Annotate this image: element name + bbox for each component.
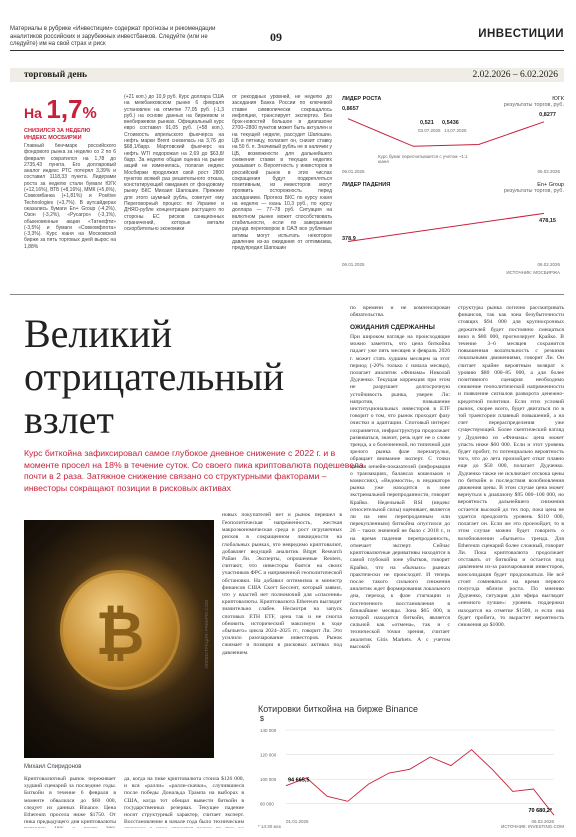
btc-price-line [286, 750, 554, 816]
article-lead: Курс биткойна зафиксировал самое глубокое дневное снижение с 2022 г. и в моменте просел на 18% в течение суток. Со своего пика криптовалюта подешевела почти в 2 раза. Затяжное снижение связано со структурными факторами – инвесторы сокращают позиции в рисковых активах [24, 448, 364, 493]
fall-start-value: 378,9 [342, 236, 356, 242]
btc-chart-svg [258, 724, 564, 832]
fall-x-start: 06.01.2025 [342, 262, 365, 267]
article-text-col-c-top: по времени и не компенсирован обязательства. [350, 305, 450, 319]
trading-day-label: торговый день [24, 70, 88, 80]
fall-leader-company: En+ Group результаты торгов, руб. [503, 182, 564, 194]
growth-mid-value-2: 0,5436 [442, 120, 459, 126]
btc-source: ИСТОЧНИК: INVESTING.COM [501, 824, 564, 829]
index-change-figure: На 1,7% [24, 94, 97, 124]
growth-x-end: 06.02.2026 [537, 169, 560, 174]
btc-axis-symbol: $ [260, 716, 264, 723]
fall-leader-title: ЛИДЕР ПАДЕНИЯ [342, 182, 391, 188]
fall-leader-svg [338, 180, 564, 284]
growth-mid-value-1: 0,521 [420, 120, 434, 126]
growth-mid-date-2: 14.07.2025 [444, 128, 467, 133]
article-title: Великий отрицательный взлет [24, 311, 285, 442]
article-text-col-a2: да, когда на пике криптовалюта стоила $126 000, и вся «ралли» «ралли-скачки», случившиеся после победы Дональда Трампа на выборах в США, когда тот обещал вывести биткойн в государственных резервах. Текущее падение носит структурный характер, считает эксперт. Восстановление в начале года было техническим [124, 776, 244, 826]
btc-y-tick: 140 000 [260, 728, 277, 733]
fall-end-value: 478,15 [539, 218, 556, 224]
growth-leader-svg [338, 92, 564, 177]
btc-y-tick: 100 000 [260, 777, 277, 783]
subheading-expectations: ОЖИДАНИЯ СДЕРЖАННЫ [350, 324, 435, 331]
growth-leader-chart [338, 92, 564, 177]
article-author: Михаил Спиридонов [24, 764, 82, 770]
section-divider [10, 294, 564, 295]
article-text-col-c: При широком взгляде на происходящие можно заметить, что цена биткойна падает уже пять месяцев и февраль 2026 г. может стать худшим месяцем за этот период (-20% только с начала месяца), полагает аналитик «Финама» Николай Дудченко. Текущая коррекция при этом не разрушает долгосрочную устойчивость рынка, уверен Ли: напротив, повышение институциональных инвесторов в ETF говорит о том, что рынок проходит фазу очистки и адаптации. Спотовый интерес сохраняется, инфраструктура продолжает развиваться, значит, речь идет не о слове тренда, а о болезненной, но типичной для зрелого рынка фазе перезагрузки, обращает внимание эксперт. С точки зрения ончейн-показателей (информация о транзакциях, балансах кошельков и комиссиях), «Ведомости», в индикаторе рынка уже находится в зоне экстремальной перепроданности, говорит Крайко. Недельный RSI (индекс относительной силы) оценивает, является ли на нем перепроданным или перекупленным) биткойна опустился до 26 – таких значений не было с 2018 г., и на время падения перепроданность, отмечает эксперт. Сейчас криптовалютные деривативы находятся в самой глубокой зоне убытков, говорит Крайко, что на «бычьих» рынках практически не происходит. И теперь после такого сильного снижения аналитик ждет формирования локального дна, переход к фазе стагнации и постепенного восстановления в ближайшие месяцы. Зона $65 000, в которой находится биткойн, является сильной как «отмена», так и с технической точки зрения, считает аналитик Gitis Markets. А с учетом высокой [350, 334, 450, 650]
fall-leader-chart [338, 180, 564, 284]
header-rule [10, 50, 564, 51]
trading-day-dates: 2.02.2026 – 6.02.2026 [472, 70, 558, 80]
article-text-col-b: Геополитическая напряженность, жесткая макроэкономическая среда и рост игрушечных рисков в сокращенном ликвидности на глобальных рынках, что невредимо криптовалют, добавляет ведущий аналитик Bitget Research Райан Ли. Эксперты, опрошенные Reuters, считают, что инвесторы боятся на своих участников ФРС и напряженной геополитической обстановки. На добавил оптимизма и министр финансов США Скотт Бессент, который заявил, что у властей нет полномочий для «спасения» криптовалюты. Криптовалюта Ethereum выглядит значительно слабее. Несмотря на запуск спотовых ETH ETF, цена так и не смогла обновить исторический максимум в ходе «бычьего» цикла 2024–2025 гг., говорит Ли. Это усилило разочарование инвесторов. Рынок сжимает и позиции в рисковых активах под давлением. [222, 520, 342, 656]
btc-x-end: 06.02.2026 [531, 819, 554, 824]
article-text-col-b-top: новых покупателей нет и рынок перешел в [222, 512, 342, 518]
growth-mid-date-1: 03.07.2025 [418, 128, 441, 133]
photo-credit: ИЛЛЮСТРАЦИЯ: FREEPIK.COM [204, 600, 209, 669]
btc-chart [258, 724, 564, 832]
btc-footnote: * 14:30 мск [258, 824, 281, 829]
index-headline: СНИЗИЛСЯ ЗА НЕДЕЛЮ ИНДЕКС МОСБИРЖИ [24, 128, 91, 141]
section-title: ИНВЕСТИЦИИ [478, 28, 564, 40]
fall-x-end: 06.02.2026 [537, 262, 560, 267]
article-text-col-d: структуры рынка логично рассматривать финансов, так как зона безубыточности стоящих $94 000 для крупносрочных держателей будет постоянно смещаться вниз в $80 000, прогнозирует Крайко. В течение 3–6 месяцев сохранится повышенная волатильность с резкими локальными движениями, говорит Ли. Он считает крайне вероятным возврат к уровню $80 000–85 000, а для более позитивного сценария необходимо снижение геополитической напряженности и появление сигналов разворота денежно-кредитной политики. Если этих условий рынок, скорее всего, будет двигаться по в той траектории плавный повышений, а на счет перераспределения уже существующей. Более скептический взгляд у Дудченко из «Финама»: цена может упасть ниже $60 000. Если и этот уровень будет пробит, то потенциально вероятность того, что до лета произойдет откат плавно еще до $50 000, полагает Дудченко. Дудченко также не исключает отскока цены по биткойн и последствия возобновления движения цены. В этом случае цена может вернуться к диапазону $95 000–100 000, но вероятность дальнейшего снижения остается высокой до тех пор, пока цена не удается преодолеть уровень $110 000, полагает он. Если же это произойдет, то в этом случае можно будет говорить о возобновлении «бычьего» тренда. Для Ethereum сценарий более сложный, говорит Ли. Пока криптовалюта продолжает отставать от биткойна и остается под давлением из-за разочарования инвесторов, консолидация будет продолжаться. Не всё стоит сомневаться на время первого полугода вблизи роста. По мнению Дудченко, ситуация для эфира выглядит «немного лучше»: уровень поддержки находится на отметке $1500, и если она будет пробита, то вырастет вероятность снижения до $1000. [458, 305, 564, 628]
btc-end-label: 70 680,2* [528, 808, 552, 815]
btc-chart-title: Котировки биткойна на бирже Binance [258, 704, 419, 714]
growth-start-value: 0,8657 [342, 106, 359, 112]
index-text-col2: (+21 коп.) до 10,9 руб. Курс доллара США на межбанковском рынке 6 февраля установлен на отметке 77,05 руб. (-1,3 руб.) на основе данных на биржевом и внебиржевом рынках. Официальный курс евро составил 91,05 руб. (+58 коп.). Стоимость апрельского фьючерса на нефть марки Brent снизилась на 3,76 до $68,1/барр. Мартовский фьючерс на нефть WTI подорожал на 2,69 до $63,8/барр. За неделю общая оценка на рынке акций не изменилась, полагая индекс Мосбиржи продолжил свой рост 2800 пунктов всякий раз решительного отказа, констатирующий ожидания от фондовому рынку БКС Михаил Шапошин. Прежние для этого шумный рубль, советует ему Переговорный процесс по Украине и ДНЯО-рубле концентрации растущего по стороны ЕС рисков санкционных ограничений, которые метали оскорбительно экономики [124, 94, 224, 233]
btc-y-tick: 120 000 [260, 752, 277, 758]
rubric-disclaimer: Материалы в рубрике «Инвестиции» содержат прогнозы и рекомендации аналитиков российских и зарубежных инвестбанков. Следуйте (или не следуйте) им на свой страх и риск [10, 26, 216, 47]
growth-leader-title: ЛИДЕР РОСТА [342, 96, 382, 102]
growth-note: Курс бумаг пересчитывается с учетом ~1:1 юаня [378, 154, 468, 164]
bitcoin-coin-icon: ₿ [60, 570, 180, 690]
btc-y-tick: 80 000 [260, 801, 274, 807]
growth-end-value: 0,8277 [539, 112, 556, 118]
btc-start-label: 94 665,5 [288, 777, 310, 784]
index-text-col3: от рекордных уровней, не неделю до заседания Банка России по ключевой ставке символически сокращалось инфляции, транслирует экспертиз. Без брэк-новостей большое в диапазоне 2700–2800 пунктов может быть актуален и на текущей неделе, рассудит Шапошин. ЦБ в пятницу, полагает он, снизит ставку на 50 б. п. Значимый рубль не в наличии у ЦБ, возможности для дальнейшего снижения ставки в текущих неделях указывает о. Вероятность у инвесторов в российский рынок в этих числах сокращения будут подкрепляться позитивным, из инвесторов могут проявить осторожность перед заседанием. Прогноз БКС по курсу юаня на неделю — юань 10,3 руб., по курсу доллара — 77–78 руб. Ситуация на валютном рынке может способствовать стабильности, если по завершении раунда переговоров в ОАЭ все рублевые активы могут испытать некоторое давление из-за ожидания от оптимизма, предупредил Шапошин [232, 94, 332, 252]
fall-source: ИСТОЧНИК: МОСБИРЖА [506, 270, 560, 275]
article-text-col-a: Криптовалютный рынок переживает худший сценарий за последние годы. Биткойн в течение 6 февраля в моменте обвалился до $60 000, следует из данных Binance. Цена Ethereum просела ниже $1750. От пика предыдущего дня криптовалюты [24, 776, 116, 826]
index-text-col1: Главный бенчмарк российского фондового рынка за неделю со 2 по 6 февраля сократился на 1,78 до 2735,43 пункта. Его долларовый аналог индекс РТС потерял 3,39% и составил 1118,33 пункта. Лидерами роста за неделю стали бумаги ЮГК (+12,16%), ВТБ (+8,16%), ММК (+5,6%), Совкомбанка (+1,81%) и Positive Technologies (+3,7%). В аутсайдерах оказались бумаги En+ Group (-4,2%), Озон (-3,2%), «Русагро» (-3,1%), обыкновенные акции «Татнефти» (-3,5%) и бумаги «Совкомфлота» (-3,3%). Курс юаня на Московской бирже за пять торговых дней вырос на 1,88% [24, 143, 116, 250]
btc-x-start: 01.01.2025 [286, 819, 309, 824]
page-number: 09 [270, 30, 282, 44]
growth-x-start: 06.01.2025 [342, 169, 365, 174]
growth-leader-company: ЮГК результаты торгов, руб. [503, 96, 564, 108]
